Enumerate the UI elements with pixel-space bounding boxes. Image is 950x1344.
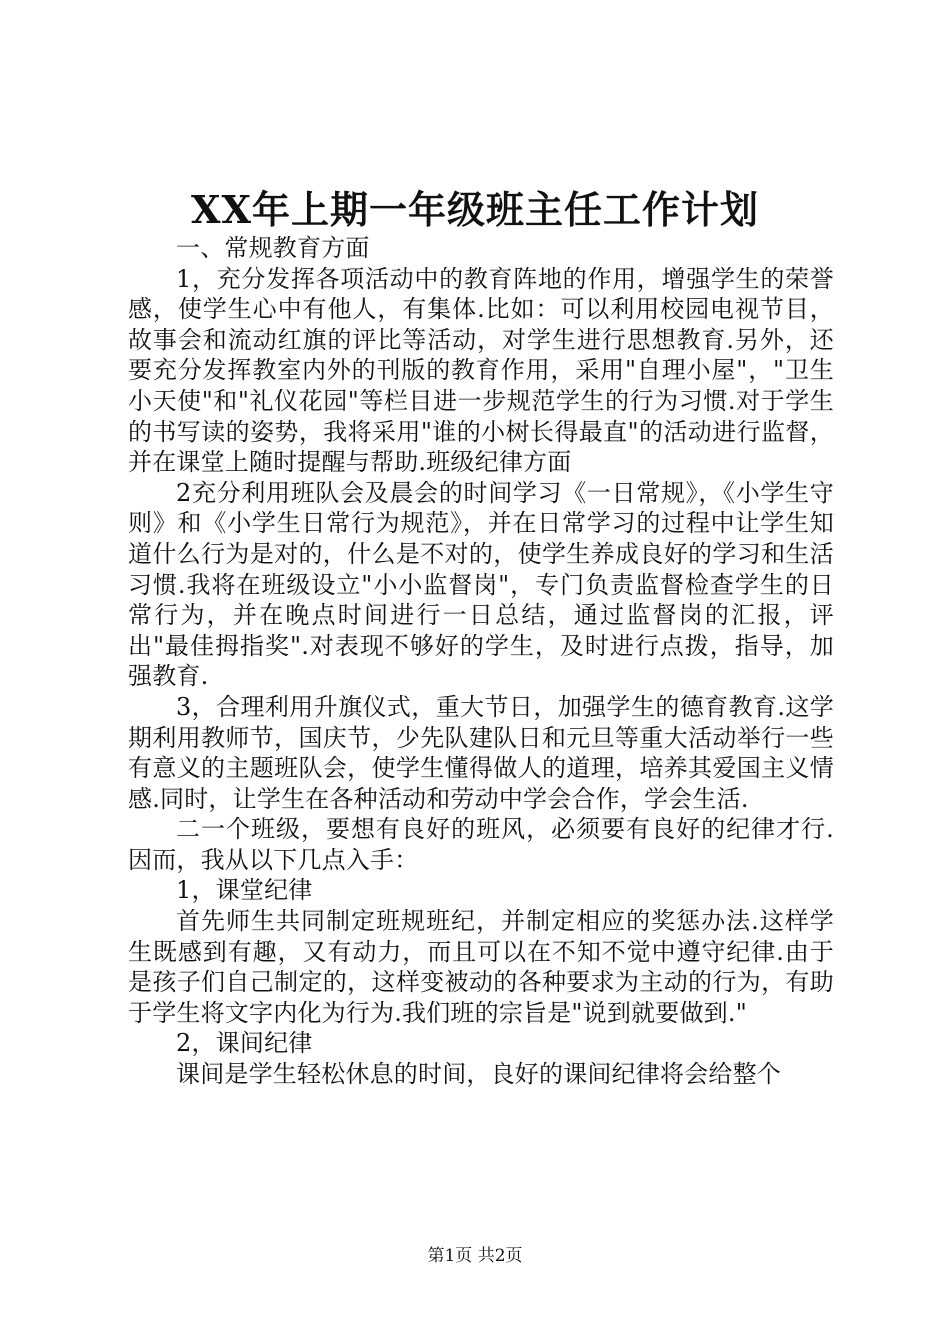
- body-paragraph: 课间是学生轻松休息的时间，良好的课间纪律将会给整个: [176, 1060, 781, 1089]
- section-heading: 一、常规教育方面: [176, 234, 370, 262]
- page-number-footer: 第1页 共2页: [427, 1246, 523, 1266]
- subsection-heading: 1，课堂纪律: [176, 876, 313, 905]
- body-paragraph: 1，充分发挥各项活动中的教育阵地的作用，增强学生的荣誉感，使学生心中有他人，有集体.比如：可以利用校园电视节目，故事会和流动红旗的评比等活动，对学生进行思想教育.另外，还要充分发挥教室内外的刊版的教育作用，采用"自理小屋"，"卫生小天使"和"礼仪花园"等栏目进一步规范学生的行为习惯.对于学生的书写读的姿势，我将采用"谁的小树长得最直"的活动进行监督，并在课堂上随时提醒与帮助.班级纪律方面: [128, 264, 834, 477]
- document-title: XX年上期一年级班主任工作计划: [191, 187, 759, 232]
- body-paragraph: 3，合理利用升旗仪式，重大节日，加强学生的德育教育.这学期利用教师节，国庆节，少先队建队日和元旦等重大活动举行一些有意义的主题班队会，使学生懂得做人的道理，培养其爱国主义情感.同时，让学生在各种活动和劳动中学会合作，学会生活.: [128, 692, 834, 813]
- body-paragraph: 2充分利用班队会及晨会的时间学习《一日常规》，《小学生守则》和《小学生日常行为规范》，并在日常学习的过程中让学生知道什么行为是对的，什么是不对的，使学生养成良好的学习和生活习惯.我将在班级设立"小小监督岗"，专门负责监督检查学生的日常行为，并在晚点时间进行一日总结，通过监督岗的汇报，评出"最佳拇指奖".对表现不够好的学生，及时进行点拨，指导，加强教育.: [128, 478, 834, 691]
- body-paragraph: 首先师生共同制定班规班纪，并制定相应的奖惩办法.这样学生既感到有趣，又有动力，而且可以在不知不觉中遵守纪律.由于是孩子们自己制定的，这样变被动的各种要求为主动的行为，有助于学生将文字内化为行为.我们班的宗旨是"说到就要做到.": [128, 907, 834, 1027]
- body-paragraph: 二一个班级，要想有良好的班风，必须要有良好的纪律才行.因而，我从以下几点入手：: [128, 815, 834, 874]
- document-body: [128, 233, 834, 1090]
- subsection-heading: 2，课间纪律: [176, 1029, 313, 1058]
